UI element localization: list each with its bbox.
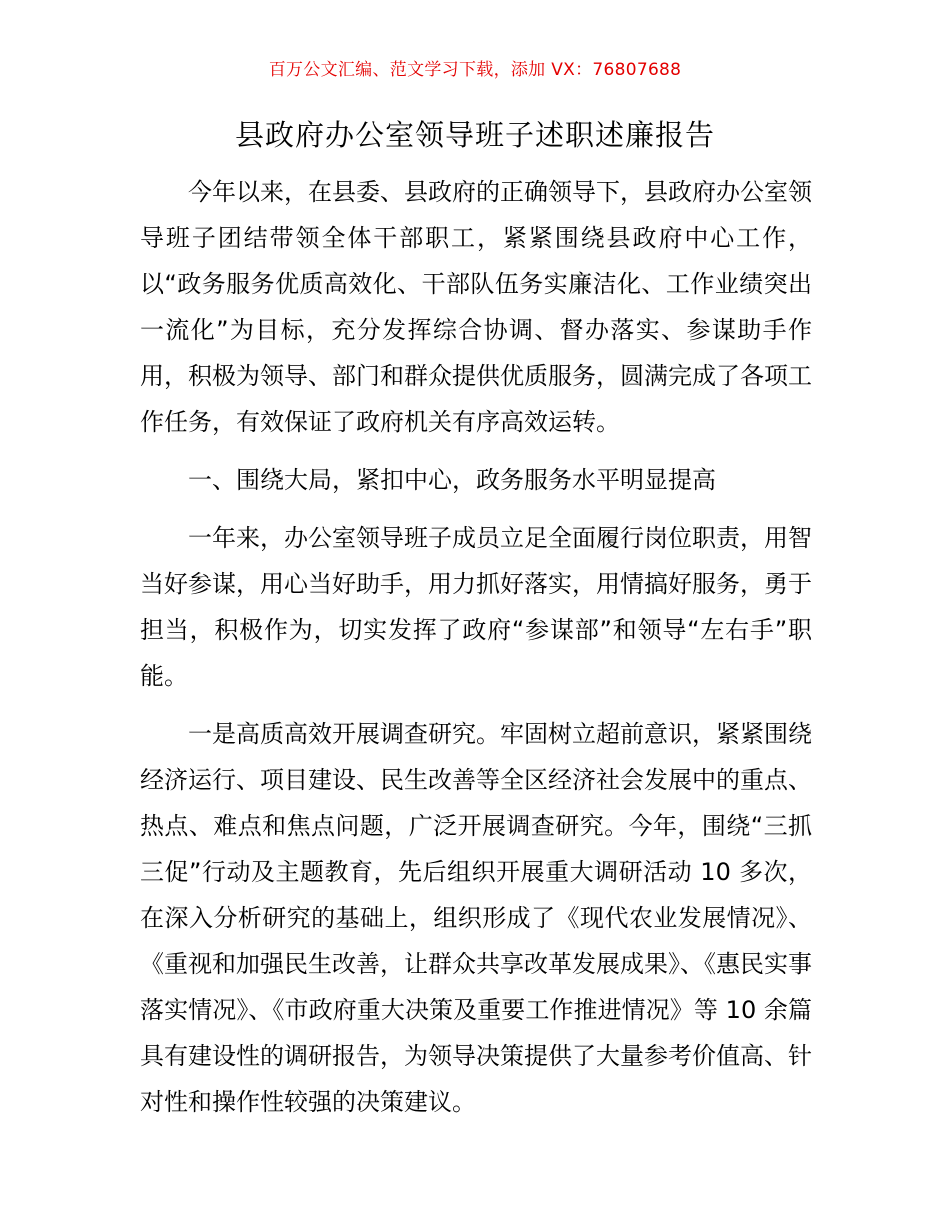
paragraph-section-1-overview: 一年来，办公室领导班子成员立足全面履行岗位职责，用智当好参谋，用心当好助手，用力抓好落实，用情搞好服务，勇于担当，积极作为，切实发挥了政府“参谋部”和领导“左右手”职能。 xyxy=(140,524,812,690)
paragraph-intro: 今年以来，在县委、县政府的正确领导下，县政府办公室领导班子团结带领全体干部职工，紧紧围绕县政府中心工作，以“政务服务优质高效化、干部队伍务实廉洁化、工作业绩突出一流化”为目标，充分发挥综合协调、督办落实、参谋助手作用，积极为领导、部门和群众提供优质服务，圆满完成了各项工作任务，有效保证了政府机关有序高效运转。 xyxy=(140,178,812,436)
watermark-header: 百万公文汇编、范文学习下载，添加 VX：76807688 xyxy=(268,60,682,80)
document-body xyxy=(140,169,812,1137)
document-title: 县政府办公室领导班子述职述廉报告 xyxy=(234,118,715,152)
section-heading-1: 一、围绕大局，紧扣中心，政务服务水平明显提高 xyxy=(188,466,716,494)
paragraph-research: 一是高质高效开展调查研究。牢固树立超前意识，紧紧围绕经济运行、项目建设、民生改善等全区经济社会发展中的重点、热点、难点和焦点问题，广泛开展调查研究。今年，围绕“三抓三促”行动及主题教育，先后组织开展重大调研活动 10 多次，在深入分析研究的基础上，组织形成了《现代农业发展情况》、《重视和加强民生改善，让群众共享改革发展成果》、《惠民实事落实情况》、《市政府重大决策及重要工作推进情况》等 10 余篇具有建设性的调研报告，为领导决策提供了大量参考价值高、针对性和操作性较强的决策建议。 xyxy=(140,720,812,1116)
